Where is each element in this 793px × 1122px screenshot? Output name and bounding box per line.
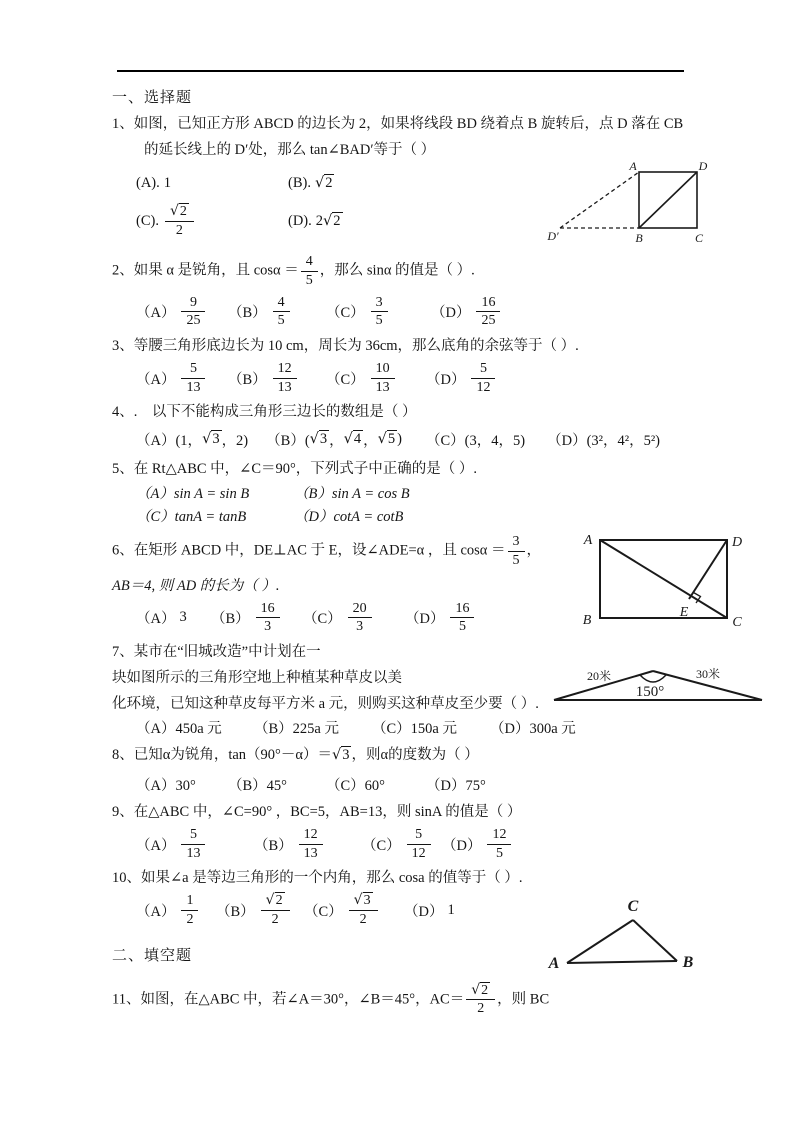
label-c: C bbox=[732, 615, 742, 630]
option-c bbox=[136, 202, 288, 240]
label-a: A bbox=[629, 160, 637, 173]
option-d: （D） $\frac{16}{25}$ bbox=[431, 293, 502, 331]
option-a: （A） $\frac{5}{13}$ bbox=[136, 825, 254, 863]
label-a: A bbox=[548, 955, 560, 972]
option-b: （B） $\frac{4}{5}$ bbox=[228, 293, 326, 331]
option-b: （B）sin A = cos B bbox=[294, 486, 410, 503]
problem-1-options-row-1 bbox=[112, 175, 697, 192]
sqrt-expression: √ 3 bbox=[202, 431, 222, 448]
problem-7-line-3: 化环境，已知这种草皮每平方米 a 元，则购买这种草皮至少要（ ）. bbox=[112, 696, 539, 713]
label-right-side: 30米 bbox=[695, 667, 721, 681]
problem-9-statement: 9、在△ABC 中，∠C=90° ，BC=5，AB=13，则 sinA 的值是（ ） bbox=[112, 804, 522, 821]
coefficient: 2 bbox=[315, 212, 324, 229]
sqrt-expression: √ 2 bbox=[323, 213, 343, 230]
option-d: （D） $\frac{16}{5}$ bbox=[405, 599, 476, 637]
option-label: (D). bbox=[288, 212, 312, 229]
option-d: （D）300a 元 bbox=[490, 721, 576, 738]
problem-6-line-1 bbox=[112, 532, 582, 570]
fraction: $\frac{3}{5}$ bbox=[508, 534, 525, 568]
problem-7-line-1: 7、某市在“旧城改造”中计划在一 bbox=[112, 644, 321, 661]
option-d: （D） $\frac{12}{5}$ bbox=[442, 825, 513, 863]
option-a: （A）30° bbox=[136, 778, 196, 795]
option-b: （B） √ $\frac{2}{2}$ bbox=[216, 891, 304, 929]
option-d: （D）cotA = cotB bbox=[294, 509, 404, 526]
option-d: （D） $\frac{5}{12}$ bbox=[426, 359, 497, 397]
problem-7-line-2: 块如图所示的三角形空地上种植某种草皮以美 bbox=[112, 670, 402, 687]
fraction: $\frac{4}{5}$ bbox=[301, 254, 318, 288]
document-body bbox=[112, 86, 697, 1019]
label-c: C bbox=[694, 231, 704, 245]
option-label: (C). bbox=[136, 212, 159, 229]
option-a: （A） $\frac{1}{2}$ bbox=[136, 891, 216, 929]
option-b bbox=[288, 175, 334, 192]
problem-4-options bbox=[112, 429, 697, 450]
label-b: B bbox=[635, 231, 643, 245]
label-dprime: D′ bbox=[547, 229, 559, 243]
option-c: （C）tanA = tanB bbox=[136, 509, 247, 526]
problem-7-options bbox=[112, 717, 697, 738]
option-b: （B）( √ 3 ， √ 4 ， √ 5 ) bbox=[266, 429, 402, 450]
problem-11-statement bbox=[112, 981, 697, 1019]
option-b: （B） $\frac{16}{3}$ bbox=[211, 599, 303, 637]
option-a: （A） 3 bbox=[136, 609, 187, 628]
sqrt-expression: √ 3 bbox=[332, 746, 352, 763]
option-c: （C） $\frac{5}{12}$ bbox=[362, 825, 442, 863]
option-c: （C）150a 元 bbox=[372, 721, 457, 738]
option-d bbox=[288, 213, 343, 230]
problem-4 bbox=[112, 401, 697, 450]
option-label: (A). bbox=[136, 175, 160, 191]
problem-8-statement bbox=[112, 744, 697, 766]
label-d: D bbox=[698, 160, 708, 173]
problem-6-line-2: AB＝4, 则 AD 的长为（ ）. bbox=[112, 577, 280, 594]
option-d: （D） 1 bbox=[404, 902, 455, 921]
problem-7 bbox=[112, 641, 697, 738]
option-a: （A） $\frac{9}{25}$ bbox=[136, 293, 228, 331]
option-a: （A）sin A = sin B bbox=[136, 486, 250, 503]
header-rule bbox=[117, 70, 684, 72]
option-a: （A）(1， √ 3 ，2) bbox=[136, 429, 248, 450]
statement-text: 6、在矩形 ABCD 中，DE⊥AC 于 E，设∠ADE=α ，且 cosα ＝ bbox=[112, 542, 506, 559]
problem-4-statement: 4、. 以下不能构成三角形三边长的数组是（ ） bbox=[112, 404, 417, 421]
problem-6-options bbox=[112, 599, 697, 637]
option-value: 1 bbox=[163, 175, 172, 191]
problem-9-options bbox=[112, 825, 697, 863]
option-d: （D）75° bbox=[426, 778, 486, 795]
problem-10-options bbox=[112, 891, 697, 929]
statement-text: 11、如图，在△ABC 中，若∠A＝30°，∠B＝45°，AC＝ bbox=[112, 991, 465, 1008]
option-a: （A） $\frac{5}{13}$ bbox=[136, 359, 228, 397]
problem-1-options-row-2 bbox=[112, 202, 697, 240]
label-b: B bbox=[582, 613, 592, 628]
option-c: （C） $\frac{20}{3}$ bbox=[303, 599, 405, 637]
fraction: √ $\frac{2}{2}$ bbox=[466, 983, 495, 1017]
label-a: A bbox=[583, 533, 593, 548]
problem-2 bbox=[112, 252, 697, 331]
problem-5-options-row-1 bbox=[112, 482, 697, 503]
option-a bbox=[136, 175, 288, 192]
problem-11 bbox=[112, 981, 697, 1019]
problem-1-line-2: 的延长线上的 D′处，那么 tan∠BAD′等于（ ） bbox=[144, 142, 436, 158]
option-c: （C） $\frac{3}{5}$ bbox=[326, 293, 431, 331]
section-2-title: 二、填空题 bbox=[112, 947, 193, 964]
label-c: C bbox=[627, 898, 639, 915]
option-c: （C） $\frac{10}{13}$ bbox=[326, 359, 426, 397]
option-b: （B）45° bbox=[228, 778, 287, 795]
option-c: （C） √ $\frac{3}{2}$ bbox=[304, 891, 404, 929]
section-1-title: 一、选择题 bbox=[112, 90, 193, 106]
option-d: （D）(3²，4²，5²) bbox=[547, 433, 661, 450]
problem-9 bbox=[112, 801, 697, 863]
sqrt-expression: √ 2 bbox=[315, 175, 335, 192]
problem-8 bbox=[112, 744, 697, 795]
statement-text: ， bbox=[526, 542, 542, 559]
label-angle: 150° bbox=[635, 684, 665, 700]
option-b: （B）225a 元 bbox=[254, 721, 339, 738]
fraction: √ $\frac{2}{2}$ bbox=[165, 204, 194, 238]
label-b: B bbox=[682, 954, 694, 971]
problem-6 bbox=[112, 532, 697, 637]
statement-text: 2、如果 α 是锐角，且 cosα ＝ bbox=[112, 262, 299, 279]
option-label: (B). bbox=[288, 175, 311, 191]
option-c: （C）(3，4，5) bbox=[426, 433, 526, 450]
problem-10 bbox=[112, 867, 697, 929]
label-d: D bbox=[731, 535, 743, 550]
problem-3-statement: 3、等腰三角形底边长为 10 cm，周长为 36cm，那么底角的余弦等于（ ）. bbox=[112, 338, 579, 355]
statement-text: 8、已知α为锐角，tan（90°－α）＝ bbox=[112, 747, 332, 764]
problem-3-options bbox=[112, 359, 697, 397]
problem-5-statement: 5、在 Rt△ABC 中，∠C＝90°，下列式子中正确的是（ ）. bbox=[112, 461, 478, 478]
problem-1-line-1: 1、如图，已知正方形 ABCD 的边长为 2，如果将线段 BD 绕着点 B 旋转后，点 D 落在 CB bbox=[112, 116, 684, 132]
statement-text: ，则 BC bbox=[497, 991, 550, 1008]
option-b: （B） $\frac{12}{13}$ bbox=[254, 825, 362, 863]
problem-3 bbox=[112, 335, 697, 397]
statement-text: ，那么 sinα 的值是（ ）. bbox=[319, 262, 475, 279]
problem-8-options bbox=[112, 774, 697, 795]
option-c: （C）60° bbox=[326, 778, 385, 795]
problem-2-options bbox=[112, 293, 697, 331]
problem-2-statement bbox=[112, 252, 697, 290]
label-e: E bbox=[679, 605, 689, 620]
statement-text: ，则α的度数为（ ） bbox=[351, 747, 479, 764]
problem-5 bbox=[112, 458, 697, 526]
problem-1 bbox=[112, 113, 697, 240]
problem-5-options-row-2 bbox=[112, 505, 697, 526]
option-b: （B） $\frac{12}{13}$ bbox=[228, 359, 326, 397]
option-a: （A）450a 元 bbox=[136, 721, 222, 738]
label-left-side: 20米 bbox=[586, 669, 612, 683]
problem-10-statement: 10、如果∠a 是等边三角形的一个内角，那么 cosa 的值等于（ ）. bbox=[112, 870, 523, 887]
